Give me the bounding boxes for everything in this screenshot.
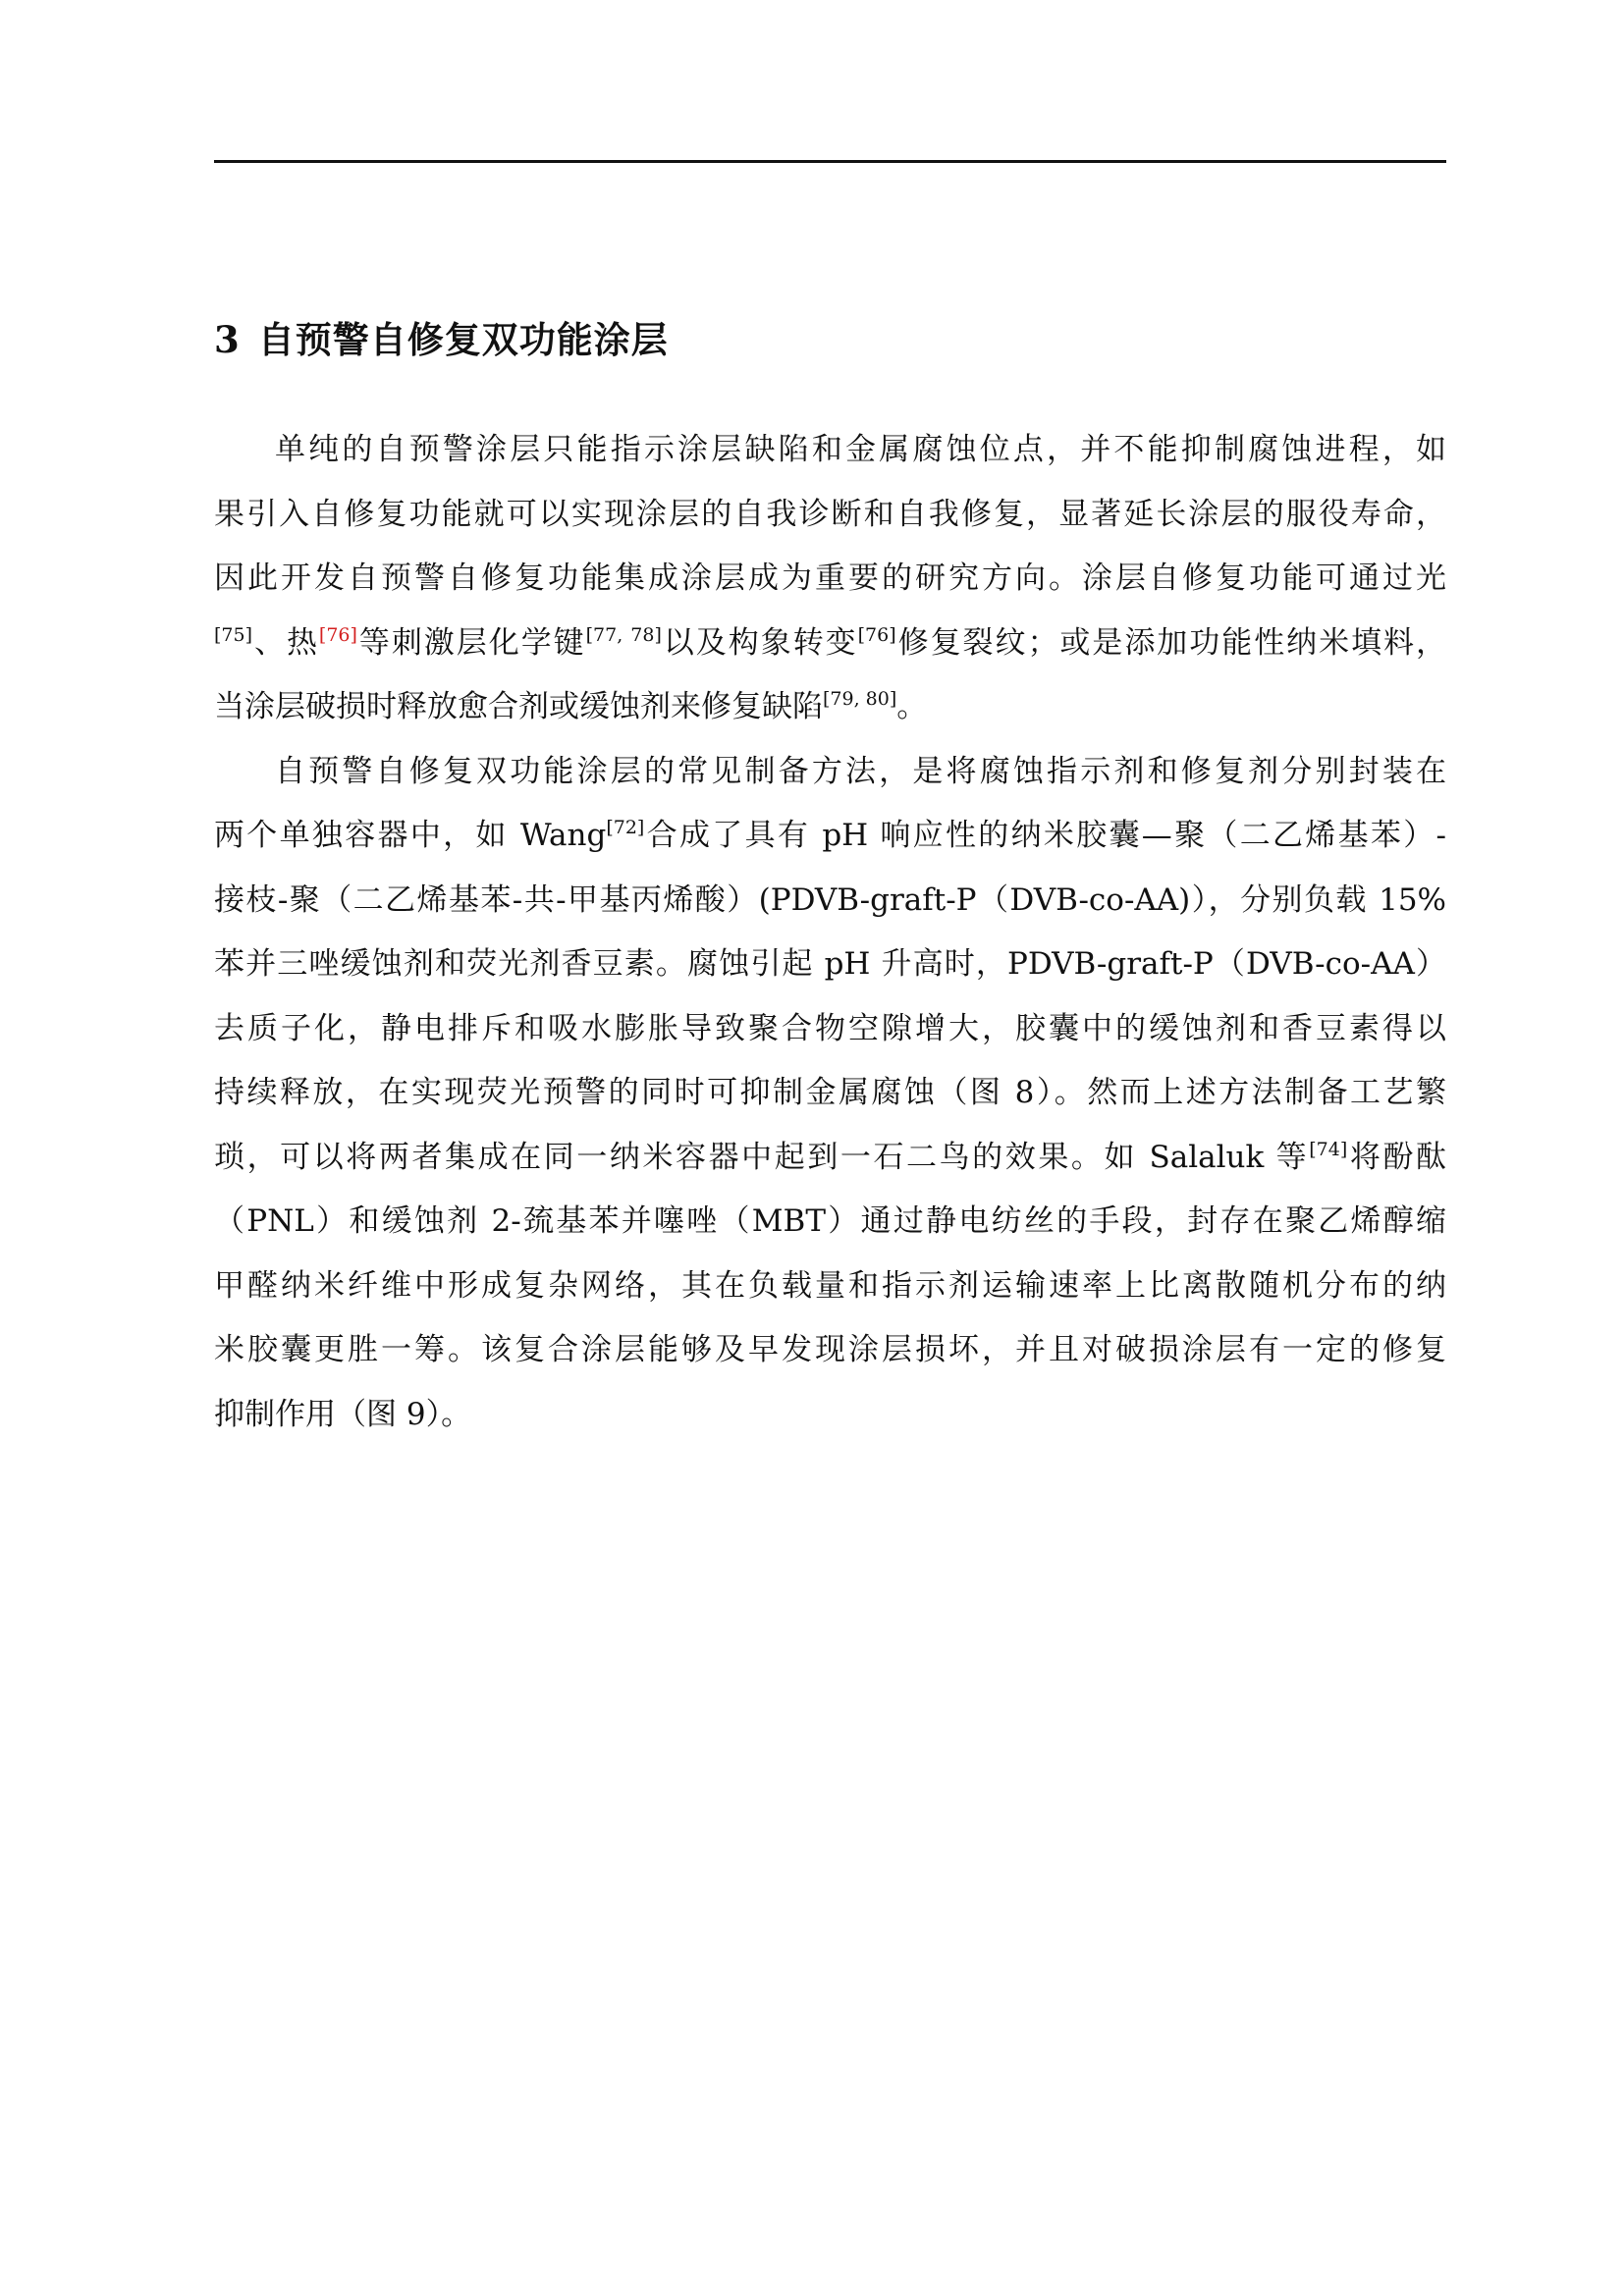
citation-ref: [76] (857, 623, 896, 646)
citation-ref: [75] (214, 623, 253, 646)
text-line (214, 675, 1446, 740)
text-run: 自预警自修复双功能涂层的常见制备方法，是将腐蚀指示剂和修复剂分别封装在 (275, 753, 1446, 789)
header-rule (214, 160, 1446, 163)
text-run: 去质子化，静电排斥和吸水膨胀导致聚合物空隙增大，胶囊中的缓蚀剂和香豆素得以 (214, 1010, 1446, 1046)
text-line (214, 933, 1446, 997)
text-run: 果引入自修复功能就可以实现涂层的自我诊断和自我修复，显著延长涂层的服役寿命， (214, 496, 1446, 532)
citation-ref[interactable]: [76] (318, 623, 357, 646)
text-run: 合成了具有 pH 响应性的纳米胶囊—聚（二乙烯基苯）- (644, 818, 1446, 853)
section-number: 3 (214, 318, 241, 361)
text-line (214, 740, 1446, 805)
text-line (214, 997, 1446, 1062)
text-run: 当涂层破损时释放愈合剂或缓蚀剂来修复缺陷 (214, 689, 823, 724)
text-line (214, 1061, 1446, 1126)
citation-ref: [79, 80] (823, 688, 897, 710)
text-line (214, 418, 1446, 483)
text-run: （PNL）和缓蚀剂 2-巯基苯并噻唑（MBT）通过静电纺丝的手段，封存在聚乙烯醇缩 (214, 1203, 1446, 1239)
text-line (214, 1318, 1446, 1383)
text-line (214, 612, 1446, 676)
citation-ref: [74] (1309, 1138, 1348, 1160)
citation-ref: [72] (606, 817, 645, 838)
citation-ref: [77, 78] (585, 623, 662, 646)
body-text (214, 418, 1446, 1447)
text-run: 因此开发自预警自修复功能集成涂层成为重要的研究方向。涂层自修复功能可通过光 (214, 561, 1446, 596)
text-run: 、热 (252, 624, 319, 661)
text-run: 以及构象转变 (661, 624, 858, 661)
text-run: 米胶囊更胜一筹。该复合涂层能够及早发现涂层损坏，并且对破损涂层有一定的修复 (214, 1332, 1446, 1367)
paragraph-1 (214, 418, 1446, 740)
text-run: 苯并三唑缓蚀剂和荧光剂香豆素。腐蚀引起 pH 升高时，PDVB-graft-P（DVB-co-AA） (214, 946, 1446, 982)
text-line (214, 547, 1446, 612)
text-line (214, 1383, 1446, 1448)
text-line (214, 869, 1446, 934)
text-run: 修复裂纹；或是添加功能性纳米填料， (895, 624, 1447, 661)
text-line (214, 483, 1446, 548)
text-run: 两个单独容器中，如 Wang (214, 818, 607, 853)
text-run: 将酚酞 (1347, 1139, 1446, 1175)
text-run: 抑制作用（图 9）。 (214, 1396, 472, 1432)
text-run: 接枝-聚（二乙烯基苯-共-甲基丙烯酸）(PDVB-graft-P（DVB-co-AA)），分别负载 15% (214, 881, 1446, 918)
section-heading (214, 314, 669, 365)
text-line (214, 1255, 1446, 1319)
text-run: 等刺激层化学键 (356, 624, 586, 661)
text-run: 甲醛纳米纤维中形成复杂网络，其在负载量和指示剂运输速率上比离散随机分布的纳 (214, 1267, 1446, 1304)
text-run: 。 (896, 689, 928, 724)
text-line (214, 1190, 1446, 1255)
paragraph-2 (214, 740, 1446, 1448)
text-line (214, 804, 1446, 869)
text-run: 单纯的自预警涂层只能指示涂层缺陷和金属腐蚀位点，并不能抑制腐蚀进程，如 (275, 432, 1446, 467)
text-line (214, 1126, 1446, 1191)
section-title: 自预警自修复双功能涂层 (257, 318, 669, 361)
text-run: 持续释放，在实现荧光预警的同时可抑制金属腐蚀（图 8）。然而上述方法制备工艺繁 (214, 1075, 1446, 1110)
text-run: 琐，可以将两者集成在同一纳米容器中起到一石二鸟的效果。如 Salaluk 等 (214, 1139, 1310, 1175)
